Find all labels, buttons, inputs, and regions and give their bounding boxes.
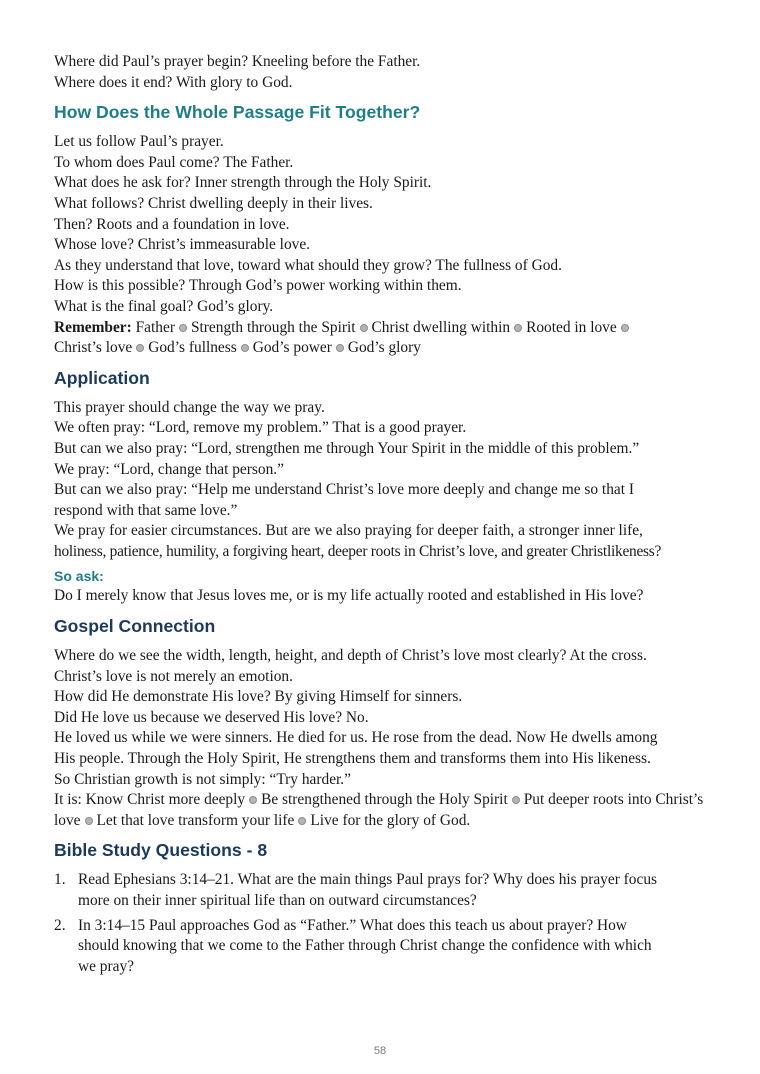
gospel-line: Did He love us because we deserved His love? No. xyxy=(54,708,369,726)
intro-block xyxy=(54,52,720,93)
application-line: But can we also pray: “Lord, strengthen me through Your Spirit in the middle of this problem.” xyxy=(54,439,640,457)
fit-line: Whose love? Christ’s immeasurable love. xyxy=(54,236,311,254)
section-heading-fit: How Does the Whole Passage Fit Together? xyxy=(54,102,421,123)
application-line: respond with that same love.” xyxy=(54,501,238,519)
intro-line: Where did Paul’s prayer begin? Kneeling before the Father. xyxy=(54,53,421,70)
gray-dot-separator-icon xyxy=(621,324,629,332)
gray-dot-separator-icon xyxy=(85,817,93,825)
question-number: 2. xyxy=(54,916,66,934)
fit-line: What follows? Christ dwelling deeply in their lives. xyxy=(54,194,373,212)
fit-line: Let us follow Paul’s prayer. xyxy=(54,133,224,151)
gray-dot-separator-icon xyxy=(336,344,344,352)
application-line: holiness, patience, humility, a forgiving heart, deeper roots in Christ’s love, and greater Christlikeness? xyxy=(54,542,662,560)
remember-summary xyxy=(54,318,720,359)
intro-line: Where does it end? With glory to God. xyxy=(54,73,293,91)
question-text xyxy=(78,870,657,911)
remember-item: Rooted in love xyxy=(526,318,617,336)
gospel-line: How did He demonstrate His love? By giving Himself for sinners. xyxy=(54,688,463,706)
gray-dot-separator-icon xyxy=(136,344,144,352)
question-item xyxy=(54,870,720,911)
gospel-block xyxy=(54,646,720,790)
it-is-item: Live for the glory of God. xyxy=(310,811,471,829)
fit-line: As they understand that love, toward what should they grow? The fullness of God. xyxy=(54,256,562,274)
fit-line: Then? Roots and a foundation in love. xyxy=(54,215,290,233)
remember-label: Remember: xyxy=(54,318,132,336)
remember-item: Strength through the Spirit xyxy=(190,318,356,336)
gray-dot-separator-icon xyxy=(360,324,368,332)
question-item xyxy=(54,916,720,978)
question-line: we pray? xyxy=(78,957,134,975)
fit-line: How is this possible? Through God’s power working within them. xyxy=(54,277,462,295)
remember-item: God’s fullness xyxy=(148,339,237,357)
gospel-line: He loved us while we were sinners. He died for us. He rose from the dead. Now He dwells among xyxy=(54,729,658,747)
gray-dot-separator-icon xyxy=(512,796,520,804)
gospel-line: Christ’s love is not merely an emotion. xyxy=(54,667,293,685)
remember-item: God’s power xyxy=(252,339,332,357)
remember-item: Christ’s love xyxy=(54,339,133,357)
question-line: more on their inner spiritual life than on outward circumstances? xyxy=(78,892,477,909)
section-heading-questions: Bible Study Questions - 8 xyxy=(54,840,268,861)
it-is-item: Be strengthened through the Holy Spirit xyxy=(261,791,508,809)
question-line: should knowing that we come to the Father through Christ change the confidence with which xyxy=(78,937,652,955)
question-line: In 3:14–15 Paul approaches God as “Father.” What does this teach us about prayer? How xyxy=(78,916,627,934)
so-ask-line: Do I merely know that Jesus loves me, or is my life actually rooted and established in His love? xyxy=(54,587,644,605)
application-line: But can we also pray: “Help me understand Christ’s love more deeply and change me so that I xyxy=(54,481,634,499)
application-line: We pray: “Lord, change that person.” xyxy=(54,460,284,478)
question-text xyxy=(78,916,652,978)
gray-dot-separator-icon xyxy=(298,817,306,825)
fit-line: To whom does Paul come? The Father. xyxy=(54,153,294,171)
it-is-item: Let that love transform your life xyxy=(96,811,295,829)
so-ask-heading: So ask: xyxy=(54,568,104,585)
gray-dot-separator-icon xyxy=(514,324,522,332)
fit-line: What does he ask for? Inner strength through the Holy Spirit. xyxy=(54,174,432,192)
page-number: 58 xyxy=(373,1045,387,1057)
gospel-line: His people. Through the Holy Spirit, He strengthens them and transforms them into His likeness. xyxy=(54,750,651,768)
section-heading-gospel: Gospel Connection xyxy=(54,616,216,637)
application-line: We often pray: “Lord, remove my problem.” That is a good prayer. xyxy=(54,419,467,437)
application-block xyxy=(54,398,720,563)
question-list xyxy=(54,870,720,977)
it-is-label: It is: xyxy=(54,791,82,809)
question-line: Read Ephesians 3:14–21. What are the main things Paul prays for? Why does his prayer focus xyxy=(78,871,658,889)
it-is-summary xyxy=(54,790,720,831)
question-number: 1. xyxy=(54,871,66,889)
fit-line: What is the final goal? God’s glory. xyxy=(54,297,274,315)
gray-dot-separator-icon xyxy=(249,796,257,804)
gospel-line: Where do we see the width, length, height, and depth of Christ’s love most clearly? At the cross. xyxy=(54,647,647,665)
gray-dot-separator-icon xyxy=(241,344,249,352)
it-is-item: Put deeper roots into Christ’s love xyxy=(54,791,704,829)
remember-item: Christ dwelling within xyxy=(371,318,511,336)
remember-item: Father xyxy=(135,318,175,336)
gray-dot-separator-icon xyxy=(179,324,187,332)
it-is-item: Know Christ more deeply xyxy=(85,791,246,809)
gospel-line: So Christian growth is not simply: “Try harder.” xyxy=(54,770,351,788)
remember-item: God’s glory xyxy=(347,339,421,357)
fit-block xyxy=(54,132,720,317)
application-line: We pray for easier circumstances. But are we also praying for deeper faith, a stronger inner life, xyxy=(54,522,643,540)
section-heading-application: Application xyxy=(54,367,150,388)
application-line: This prayer should change the way we pray. xyxy=(54,398,325,416)
